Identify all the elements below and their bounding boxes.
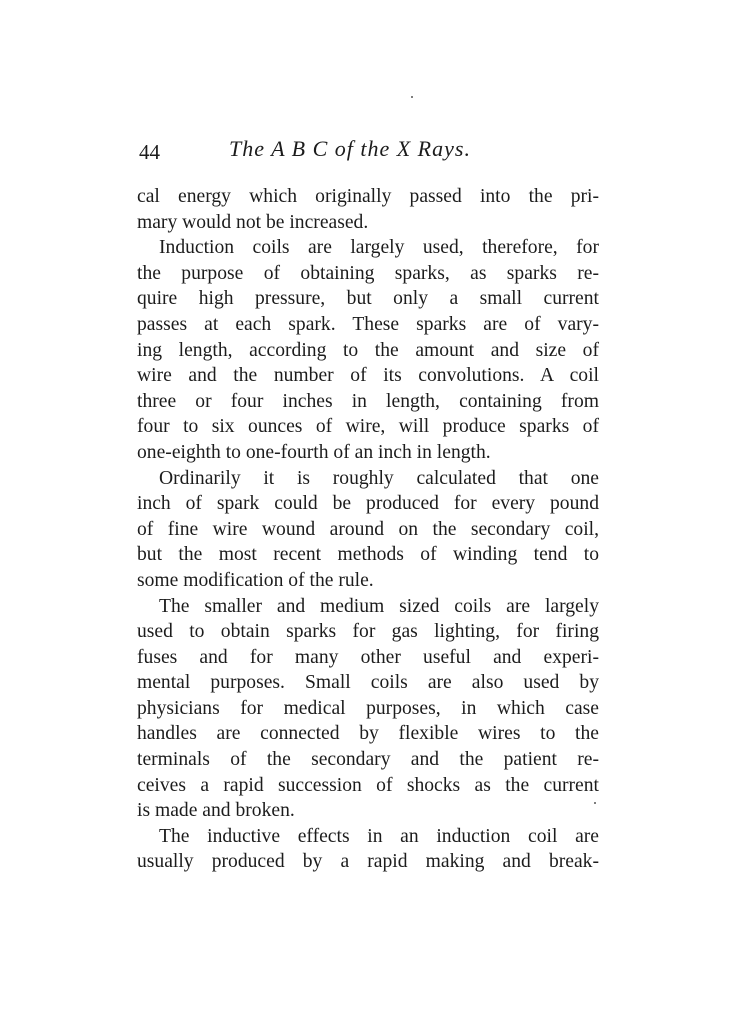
text-line: ceives a rapid succession of shocks as the current xyxy=(137,774,599,796)
text-line: passes at each spark. These sparks are of vary- xyxy=(137,313,599,335)
text-line: mary would not be increased. xyxy=(137,211,369,233)
text-line: cal energy which originally passed into the pri- xyxy=(137,186,599,207)
text-line: The inductive effects in an induction coil are xyxy=(159,825,599,847)
text-line: but the most recent methods of winding tend to xyxy=(137,544,599,566)
text-line: The smaller and medium sized coils are largely xyxy=(159,595,599,617)
text-line: one-eighth to one-fourth of an inch in length. xyxy=(137,441,491,463)
text-line: inch of spark could be produced for every pound xyxy=(137,493,599,515)
text-line: quire high pressure, but only a small current xyxy=(137,288,599,310)
text-line: the purpose of obtaining sparks, as sparks re- xyxy=(137,262,599,284)
text-line: of fine wire wound around on the secondary coil, xyxy=(137,518,599,540)
text-line: fuses and for many other useful and experi- xyxy=(137,646,599,668)
text-line: physicians for medical purposes, in which case xyxy=(137,697,599,719)
page-header xyxy=(137,136,597,168)
text-line: Induction coils are largely used, therefore, for xyxy=(159,237,599,259)
body-text xyxy=(137,184,599,875)
text-line: four to six ounces of wire, will produce sparks of xyxy=(137,416,599,438)
text-line: used to obtain sparks for gas lighting, for firing xyxy=(137,621,599,643)
text-line: mental purposes. Small coils are also used by xyxy=(137,672,599,694)
text-line: handles are connected by flexible wires to the xyxy=(137,723,599,745)
text-line: ing length, according to the amount and size of xyxy=(137,339,599,361)
text-line: usually produced by a rapid making and break- xyxy=(137,851,599,873)
text-line: wire and the number of its convolutions. A coil xyxy=(137,365,599,387)
text-line: is made and broken. xyxy=(137,800,295,822)
page-number: 44 xyxy=(139,140,160,164)
text-line: some modification of the rule. xyxy=(137,569,374,591)
running-title: The A B C of the X Rays. xyxy=(229,136,471,161)
text-line: three or four inches in length, containing from xyxy=(137,390,599,412)
page-speck xyxy=(411,96,413,98)
text-line: terminals of the secondary and the patient re- xyxy=(137,749,599,771)
text-line: Ordinarily it is roughly calculated that one xyxy=(159,467,599,489)
